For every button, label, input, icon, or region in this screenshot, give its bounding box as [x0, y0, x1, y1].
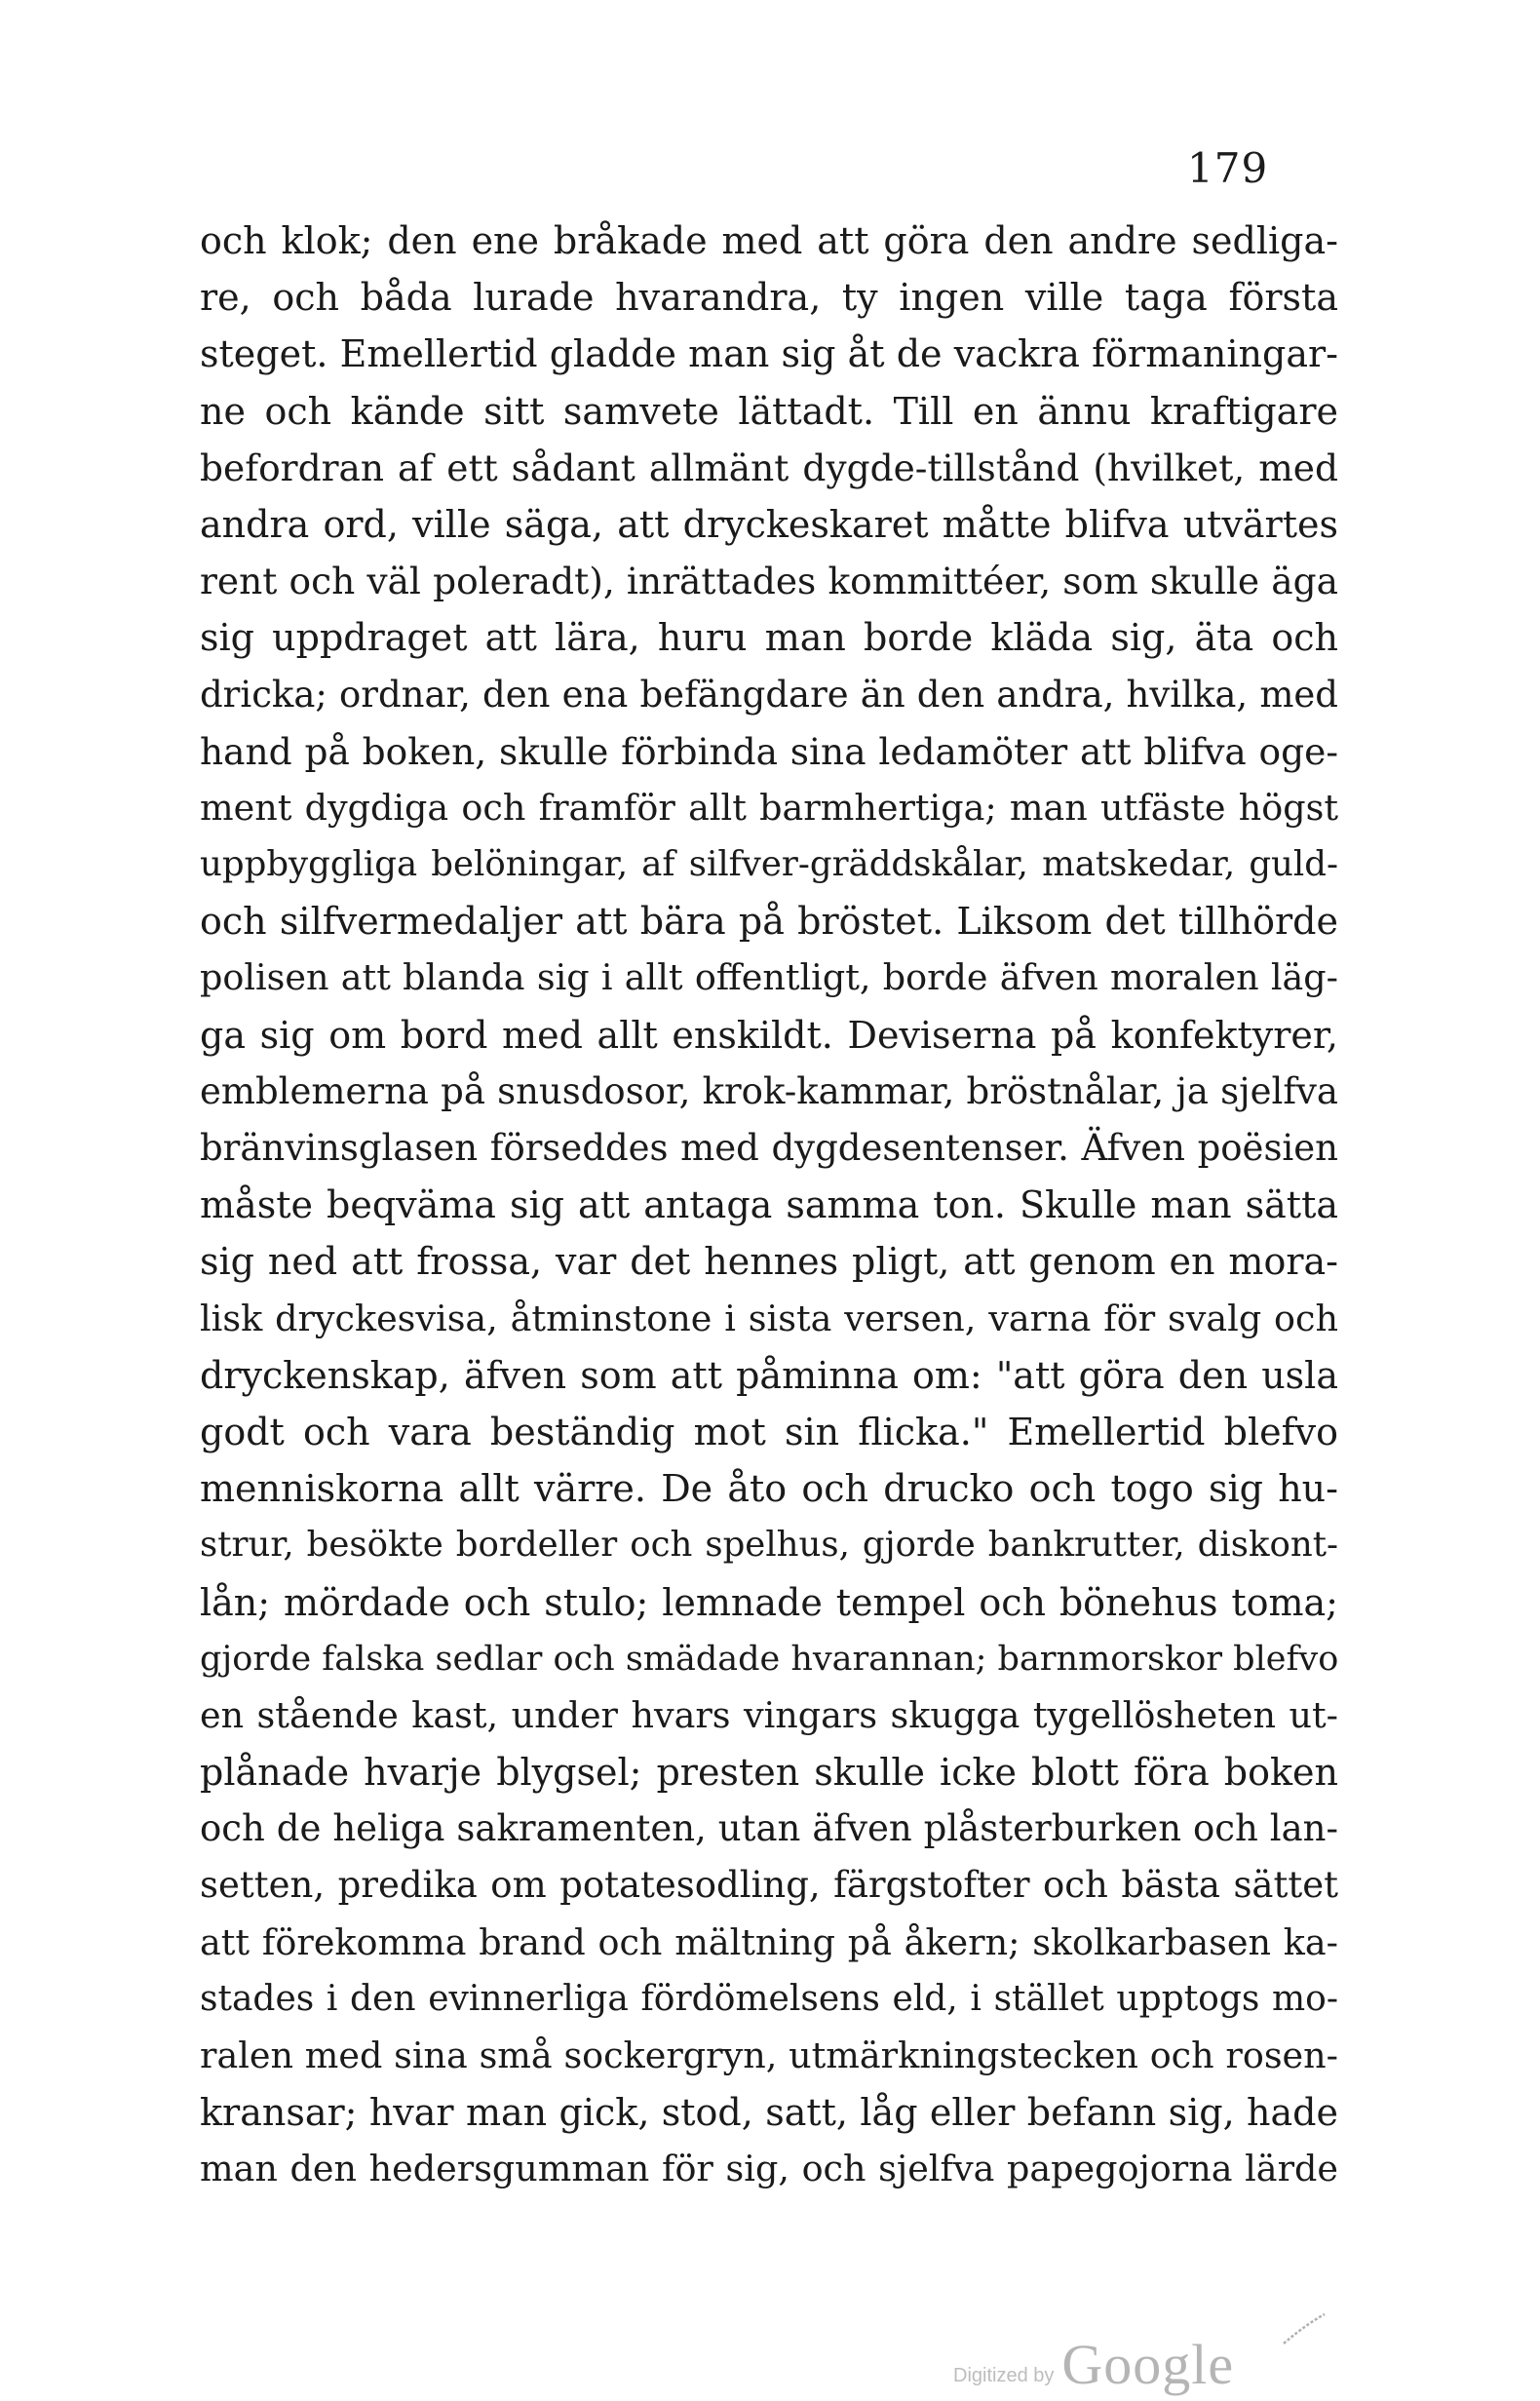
- text-line: polisen att blanda sig i allt offentligt, borde äfven moralen läg-: [200, 956, 1338, 999]
- page-number: 179: [1187, 144, 1269, 192]
- text-line: dricka; ordnar, den ena befängdare än den andra, hvilka, med: [200, 673, 1338, 716]
- text-line: strur, besökte bordeller och spelhus, gjorde bankrutter, diskont-: [200, 1525, 1338, 1566]
- text-line: dryckenskap, äfven som att påminna om: "att göra den usla: [200, 1353, 1338, 1397]
- digitized-watermark: [953, 2333, 1235, 2396]
- body-text: [200, 213, 1338, 2198]
- text-line: man den hedersgumman för sig, och sjelfva papegojorna lärde: [200, 2148, 1338, 2190]
- text-line: bränvinsglasen förseddes med dygdesentenser. Äfven poësien: [200, 1127, 1338, 1169]
- text-line: ne och kände sitt samvete lättadt. Till en ännu kraftigare: [200, 389, 1338, 433]
- text-line: steget. Emellertid gladde man sig åt de vackra förmaningar-: [200, 332, 1338, 376]
- text-line: rent och väl poleradt), inrättades kommittéer, som skulle äga: [200, 560, 1338, 603]
- text-line: menniskorna allt värre. De åto och drucko och togo sig hu-: [200, 1467, 1338, 1511]
- text-line: godt och vara beständig mot sin flicka." Emellertid blefvo: [200, 1410, 1338, 1453]
- text-line: att förekomma brand och mältning på åkern; skolkarbasen ka-: [200, 1920, 1338, 1963]
- text-line: ralen med sina små sockergryn, utmärkningstecken och rosen-: [200, 2034, 1338, 2076]
- text-line: sig uppdraget att lära, huru man borde kläda sig, äta och: [200, 616, 1338, 660]
- text-line: plånade hvarje blygsel; presten skulle icke blott föra boken: [200, 1751, 1338, 1795]
- watermark-prefix: Digitized by: [953, 2365, 1055, 2386]
- text-line: ment dygdiga och framför allt barmhertiga; man utfäste högst: [200, 786, 1338, 829]
- text-line: stades i den evinnerliga fördömelsens eld, i stället upptogs mo-: [200, 1978, 1338, 2019]
- text-line: och klok; den ene bråkade med att göra den andre sedliga-: [200, 219, 1338, 262]
- text-line: andra ord, ville säga, att dryckeskaret måtte blifva utvärtes: [200, 502, 1338, 546]
- text-line: befordran af ett sådant allmänt dygde-tillstånd (hvilket, med: [200, 445, 1338, 489]
- text-line: och de heliga sakramenten, utan äfven plåsterburken och lan-: [200, 1807, 1338, 1850]
- google-logo: Google: [1061, 2333, 1235, 2396]
- text-line: gjorde falska sedlar och smädade hvarannan; barnmorskor blefvo: [200, 1639, 1339, 1679]
- text-line: re, och båda lurade hvarandra, ty ingen ville taga första: [200, 276, 1338, 320]
- text-line: uppbyggliga belöningar, af silfver-gräddskålar, matskedar, guld-: [200, 844, 1338, 885]
- text-line: emblemerna på snusdosor, krok-kammar, bröstnålar, ja sjelfva: [200, 1069, 1338, 1112]
- text-line: och silfvermedaljer att bära på bröstet. Liksom det tillhörde: [200, 900, 1338, 944]
- swoosh-mark-icon: [1282, 2312, 1327, 2345]
- text-line: lisk dryckesvisa, åtminstone i sista versen, varna för svalg och: [200, 1297, 1338, 1339]
- text-line: setten, predika om potatesodling, färgstofter och bästa sättet: [200, 1864, 1338, 1907]
- text-line: en stående kast, under hvars vingars skugga tygellösheten ut-: [200, 1693, 1338, 1736]
- text-line: sig ned att frossa, var det hennes pligt, att genom en mora-: [200, 1240, 1338, 1284]
- text-line: kransar; hvar man gick, stod, satt, låg eller befann sig, hade: [200, 2091, 1338, 2135]
- text-line: måste beqväma sig att antaga samma ton. Skulle man sätta: [200, 1183, 1338, 1227]
- text-line: lån; mördade och stulo; lemnade tempel och bönehus toma;: [200, 1580, 1338, 1624]
- text-line: ga sig om bord med allt enskildt. Deviserna på konfektyrer,: [200, 1013, 1338, 1057]
- text-line: hand på boken, skulle förbinda sina ledamöter att blifva oge-: [200, 729, 1338, 773]
